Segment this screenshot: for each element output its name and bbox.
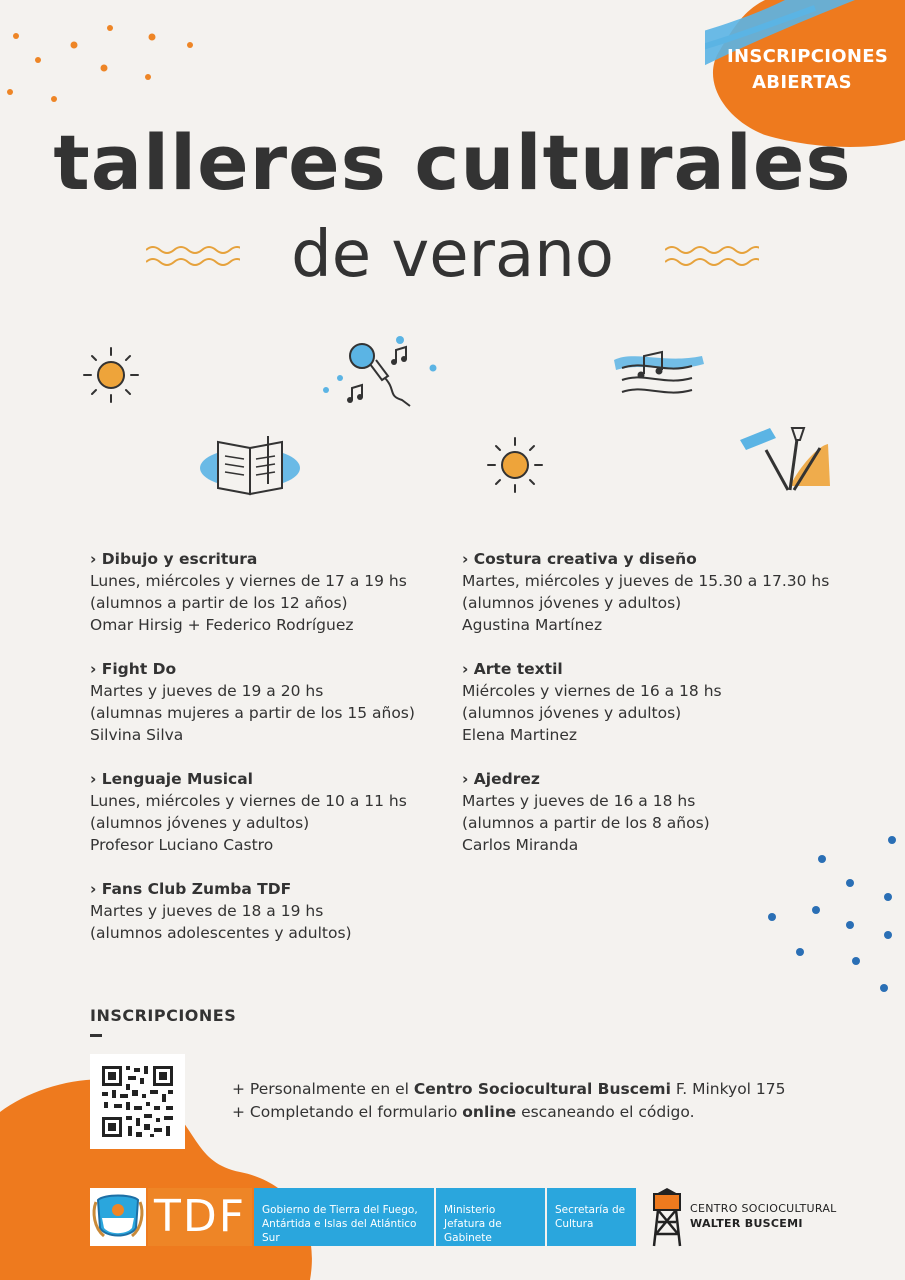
qr-code-graphic	[90, 1054, 185, 1149]
microphone-music-icon	[318, 332, 440, 408]
workshop-item: › Costura creativa y diseño Martes, miércoles y jueves de 15.30 a 17.30 hs (alumnos jóvenes y adultos) Agustina Martínez	[462, 550, 830, 634]
workshop-item: › Lenguaje Musical Lunes, miércoles y viernes de 10 a 11 hs (alumnos jóvenes y adultos) Profesor Luciano Castro	[90, 770, 407, 854]
workshops-right-column	[462, 548, 882, 878]
registration-info	[232, 1078, 786, 1124]
registration-line-online: + Completando el formulario online escaneando el código.	[232, 1103, 695, 1121]
tdf-logo: TDF	[148, 1188, 252, 1246]
blue-dots-decoration	[760, 830, 900, 1000]
workshop-item: › Fans Club Zumba TDF Martes y jueves de 18 a 19 hs (alumnos adolescentes y adultos)	[90, 880, 352, 942]
workshop-item: › Ajedrez Martes y jueves de 16 a 18 hs (alumnos a partir de los 8 años) Carlos Miranda	[462, 770, 710, 854]
page-subtitle: de verano	[291, 218, 614, 292]
sun-icon-2	[484, 434, 546, 496]
sun-icon	[80, 344, 142, 406]
workshops-left-column	[90, 548, 490, 966]
ministry-label: Ministerio Jefatura de Gabinete	[436, 1188, 545, 1246]
workshop-item: › Arte textil Miércoles y viernes de 16 a 18 hs (alumnos jóvenes y adultos) Elena Martinez	[462, 660, 722, 744]
government-label: Gobierno de Tierra del Fuego, Antártida e Islas del Atlántico Sur	[254, 1188, 434, 1246]
heading-underline	[90, 1034, 102, 1037]
music-notes-icon	[614, 344, 706, 398]
registration-open-badge: INSCRIPCIONES ABIERTAS	[727, 46, 889, 93]
cultural-center-logo: CENTRO SOCIOCULTURAL WALTER BUSCEMI	[690, 1202, 837, 1230]
province-shield-logo	[90, 1188, 146, 1246]
secretariat-label: Secretaría de Cultura	[547, 1188, 636, 1246]
page-title: talleres culturales	[53, 118, 852, 207]
orange-dots-decoration	[0, 0, 210, 110]
wave-decoration-right	[665, 242, 759, 270]
book-icon	[198, 432, 304, 498]
art-tools-icon	[740, 426, 832, 496]
water-tower-icon	[650, 1186, 684, 1248]
registration-line-in-person: + Personalmente en el Centro Sociocultural Buscemi F. Minkyol 175	[232, 1080, 786, 1098]
workshop-item: › Fight Do Martes y jueves de 19 a 20 hs (alumnas mujeres a partir de los 15 años) Silvina Silva	[90, 660, 415, 744]
qr-code[interactable]	[90, 1054, 185, 1149]
workshop-item: › Dibujo y escritura Lunes, miércoles y viernes de 17 a 19 hs (alumnos a partir de los 12 años) Omar Hirsig + Federico Rodríguez	[90, 550, 407, 634]
shield-icon	[90, 1188, 146, 1246]
registration-heading: INSCRIPCIONES	[90, 1006, 237, 1025]
